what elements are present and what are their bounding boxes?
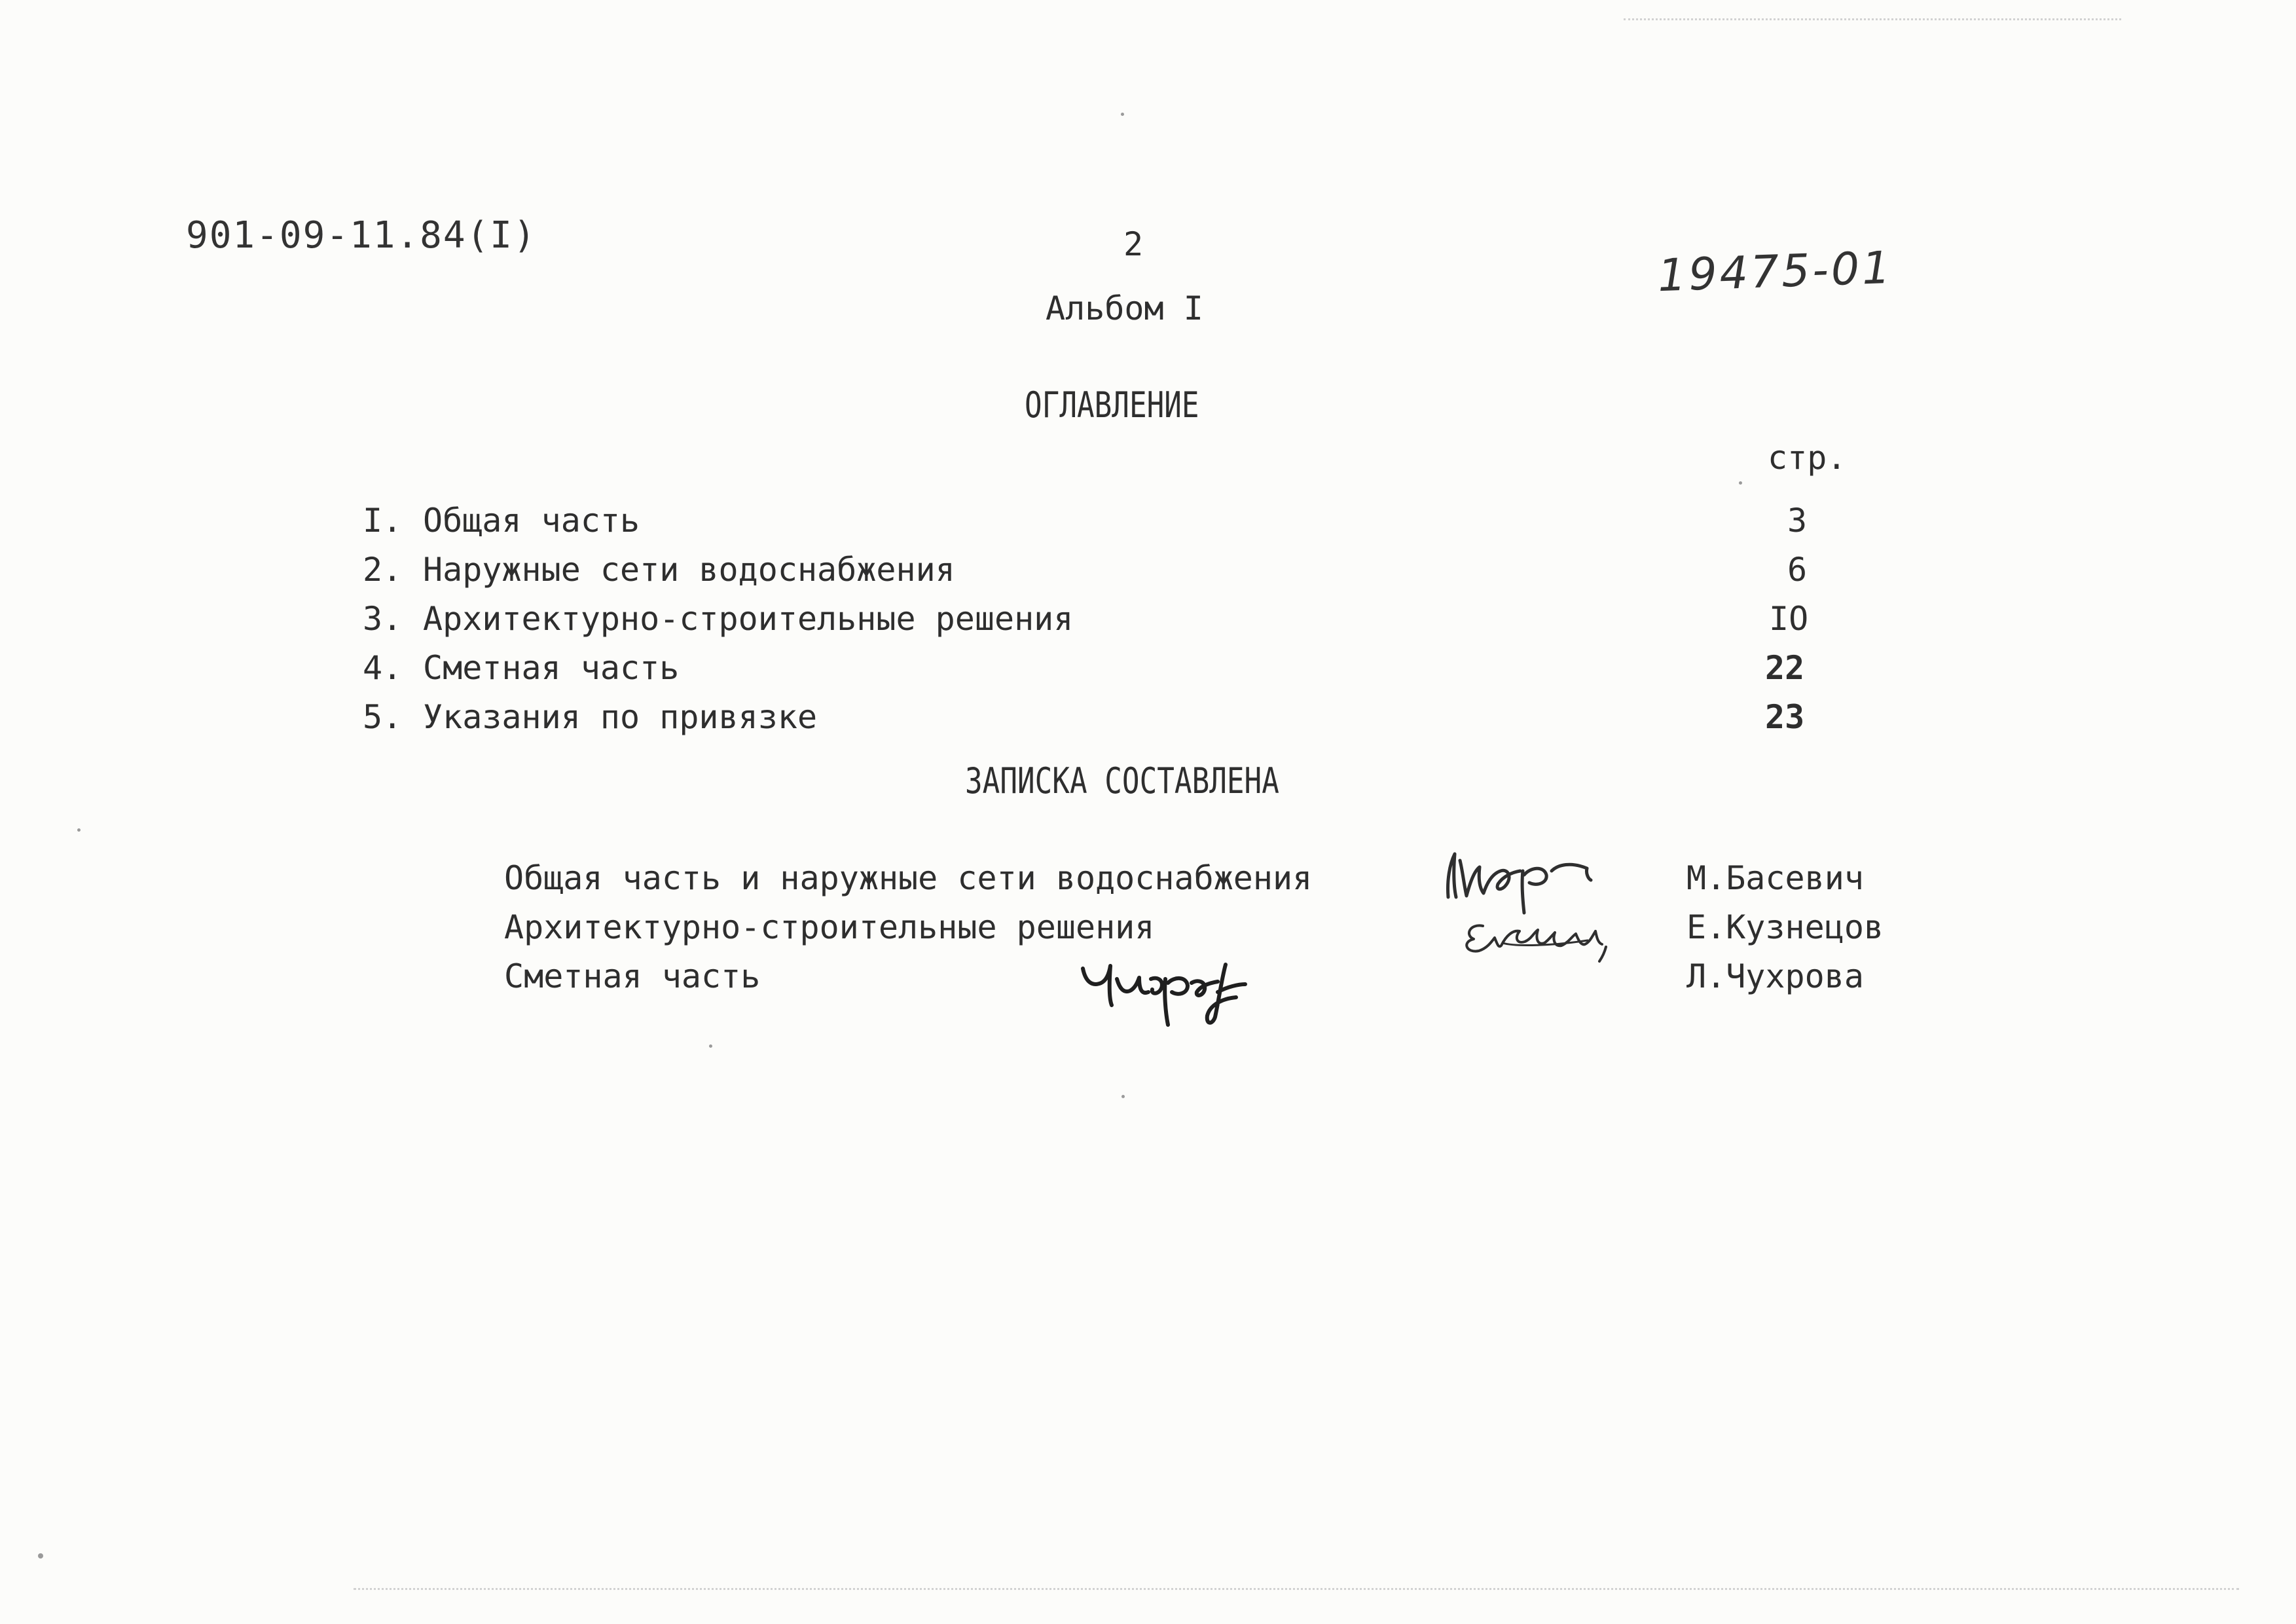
compiled-section: Архитектурно-строительные решения [504, 908, 1155, 946]
toc-item-number: I. [363, 502, 403, 540]
scan-edge-bottom [354, 1588, 2239, 1590]
signature-kuznetsov [1457, 904, 1614, 969]
toc-item-number: 5. [363, 698, 403, 736]
scan-edge-top [1624, 18, 2121, 20]
toc-item-title: Наружные сети водоснабжения [423, 551, 955, 589]
signature-chukhrova [1074, 953, 1250, 1031]
toc-item-page: 22 [1765, 649, 1805, 687]
toc-item-number: 3. [363, 600, 403, 638]
toc-item-title: Указания по привязке [423, 698, 818, 736]
compiled-author: М.Басевич [1686, 859, 1864, 897]
scan-speck [77, 828, 81, 832]
toc-item-number: 2. [363, 551, 403, 589]
toc-item-title: Общая часть [423, 502, 640, 540]
page-number: 2 [1123, 225, 1144, 263]
toc-item-number: 4. [363, 649, 403, 687]
toc-page-column-label: стр. [1768, 439, 1847, 477]
document-code: 901-09-11.84(I) [186, 214, 537, 257]
toc-item-page: IO [1769, 600, 1809, 638]
toc-item-title: Архитектурно-строительные решения [423, 600, 1074, 638]
compiled-section: Общая часть и наружные сети водоснабжения [504, 859, 1313, 897]
stamp-number: 19475-01 [1656, 242, 1894, 303]
scan-speck [1739, 481, 1742, 485]
compiled-section: Сметная часть [504, 957, 761, 995]
compiled-author: Е.Кузнецов [1686, 908, 1884, 946]
compiled-title: ЗАПИСКА СОСТАВЛЕНА [965, 760, 1279, 802]
compiled-author: Л.Чухрова [1686, 957, 1864, 995]
toc-item-title: Сметная часть [423, 649, 680, 687]
album-label: Альбом I [1046, 289, 1203, 327]
scan-speck [38, 1553, 43, 1559]
scan-speck [1121, 113, 1124, 116]
toc-item-page: 23 [1765, 698, 1805, 736]
toc-item-page: 6 [1787, 551, 1808, 589]
toc-item-page: 3 [1787, 502, 1808, 540]
toc-title: ОГЛАВЛЕНИЕ [1025, 384, 1199, 426]
scan-speck [1121, 1095, 1125, 1098]
scan-speck [709, 1044, 712, 1048]
